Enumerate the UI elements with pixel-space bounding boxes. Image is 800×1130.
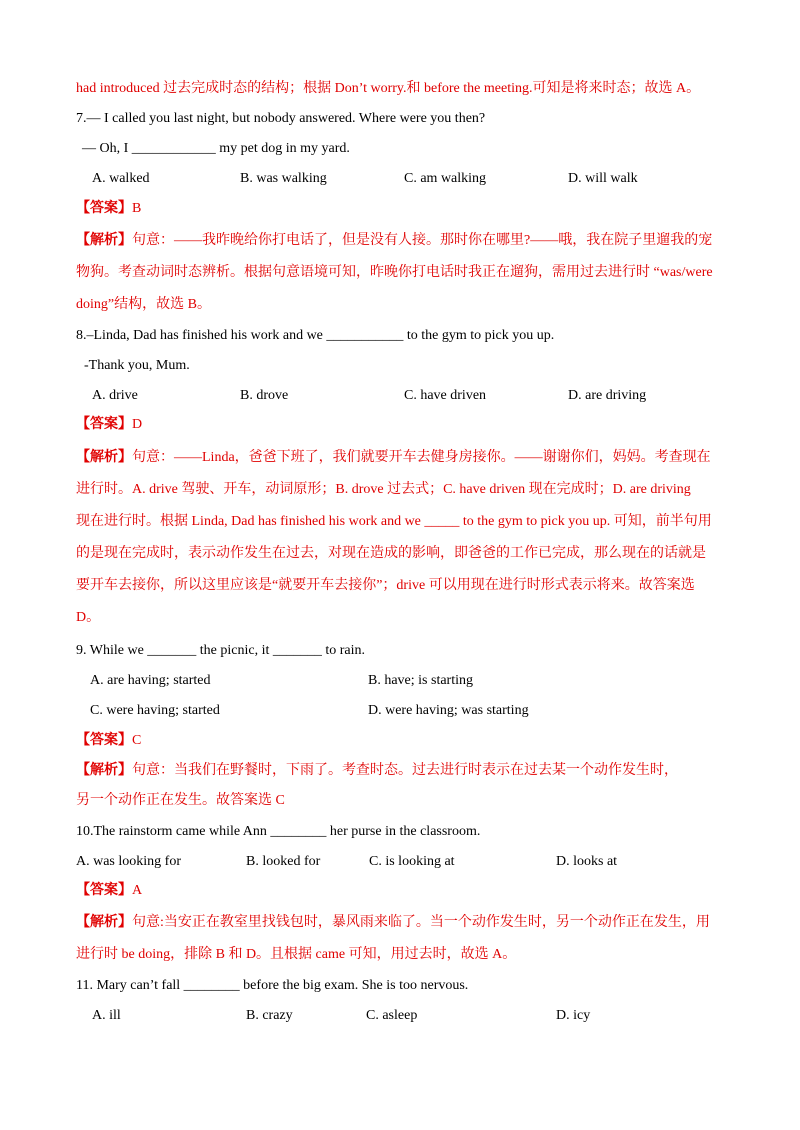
answer-tag: 【答案】 xyxy=(76,201,132,216)
question-10-option-c: C. is looking at xyxy=(369,854,455,869)
question-8-analysis-line-3: 现在进行时。根据 Linda, Dad has finished his work and we _____ to the gym to pick you up. 可知，前半句用 xyxy=(76,514,712,529)
answer-value: C xyxy=(132,733,142,748)
answer-tag: 【答案】 xyxy=(76,417,132,432)
question-8-analysis-line-1 xyxy=(76,449,711,467)
question-10-option-d: D. looks at xyxy=(556,854,618,869)
question-8-reply: -Thank you, Mum. xyxy=(84,358,190,373)
analysis-text: 句意：当我们在野餐时，下雨了。考查时态。过去进行时表示在过去某一个动作发生时， xyxy=(132,763,678,778)
question-8-stem: 8.–Linda, Dad has finished his work and we ___________ to the gym to pick you up. xyxy=(76,328,555,343)
answer-value: B xyxy=(132,201,142,216)
question-10-option-a: A. was looking for xyxy=(76,854,181,869)
question-7-reply: — Oh, I ____________ my pet dog in my yard. xyxy=(82,141,350,156)
question-8-option-b: B. drove xyxy=(240,388,289,403)
answer-value: D xyxy=(132,417,143,432)
question-10-stem: 10.The rainstorm came while Ann ________ her purse in the classroom. xyxy=(76,824,481,839)
question-8-analysis-line-2: 进行时。A. drive 驾驶、开车，动词原形；B. drove 过去式；C. have driven 现在完成时；D. are driving xyxy=(76,482,691,497)
question-10-answer xyxy=(76,882,142,900)
answer-tag: 【答案】 xyxy=(76,883,132,898)
question-9-option-d: D. were having; was starting xyxy=(368,703,529,718)
question-9-analysis-line-2: 另一个动作正在发生。故答案选 C xyxy=(76,793,285,808)
question-11-option-b: B. crazy xyxy=(246,1008,293,1023)
question-10-analysis-line-2: 进行时 be doing，排除 B 和 D。且根据 came 可知，用过去时，故选 A。 xyxy=(76,947,517,962)
analysis-tag: 【解析】 xyxy=(76,763,132,778)
analysis-tag: 【解析】 xyxy=(76,233,132,248)
question-9-analysis-line-1 xyxy=(76,762,678,780)
answer-tag: 【答案】 xyxy=(76,733,132,748)
analysis-text: 句意：——Linda，爸爸下班了，我们就要开车去健身房接你。——谢谢你们，妈妈。考查现在 xyxy=(132,450,711,465)
question-9-option-b: B. have; is starting xyxy=(368,673,473,688)
question-7-option-a: A. walked xyxy=(92,171,150,186)
question-8-analysis-line-4: 的是现在完成时，表示动作发生在过去，对现在造成的影响，即爸爸的工作已完成，那么现在的话就是 xyxy=(76,546,706,561)
question-7-option-d: D. will walk xyxy=(568,171,638,186)
question-8-analysis-line-5: 要开车去接你，所以这里应该是“就要开车去接你”；drive 可以用现在进行时形式表示将来。故答案选 xyxy=(76,578,695,593)
question-10-option-b: B. looked for xyxy=(246,854,321,869)
question-11-stem: 11. Mary can’t fall ________ before the big exam. She is too nervous. xyxy=(76,978,469,993)
analysis-text: 句意:当安正在教室里找钱包时，暴风雨来临了。当一个动作发生时，另一个动作正在发生，用 xyxy=(132,915,710,930)
analysis-tag: 【解析】 xyxy=(76,915,132,930)
question-9-stem: 9. While we _______ the picnic, it _______ to rain. xyxy=(76,643,366,658)
question-7-answer xyxy=(76,200,141,218)
question-7-analysis-line-1 xyxy=(76,232,712,250)
answer-value: A xyxy=(132,883,143,898)
question-10-analysis-line-1 xyxy=(76,914,710,932)
question-9-option-c: C. were having; started xyxy=(90,703,220,718)
question-8-answer xyxy=(76,416,142,434)
question-9-option-a: A. are having; started xyxy=(90,673,211,688)
question-7-analysis-line-2: 物狗。考查动词时态辨析。根据句意语境可知，昨晚你打电话时我正在遛狗，需用过去进行时 “was/were xyxy=(76,265,713,280)
question-7-option-c: C. am walking xyxy=(404,171,487,186)
question-9-answer xyxy=(76,732,141,750)
analysis-tag: 【解析】 xyxy=(76,450,132,465)
question-11-option-d: D. icy xyxy=(556,1008,591,1023)
previous-analysis-tail: had introduced 过去完成时态的结构；根据 Don’t worry.和 before the meeting.可知是将来时态；故选 A。 xyxy=(76,81,701,96)
analysis-text: 句意：——我昨晚给你打电话了，但是没有人接。那时你在哪里?——哦，我在院子里遛我的宠 xyxy=(132,233,713,248)
question-7-stem: 7.— I called you last night, but nobody answered. Where were you then? xyxy=(76,111,486,126)
question-8-analysis-line-6: D。 xyxy=(76,610,101,625)
question-11-option-a: A. ill xyxy=(92,1008,121,1023)
question-8-option-d: D. are driving xyxy=(568,388,647,403)
question-7-option-b: B. was walking xyxy=(240,171,327,186)
question-7-analysis-line-3: doing”结构，故选 B。 xyxy=(76,297,211,312)
question-8-option-c: C. have driven xyxy=(404,388,487,403)
question-11-option-c: C. asleep xyxy=(366,1008,418,1023)
question-8-option-a: A. drive xyxy=(92,388,138,403)
